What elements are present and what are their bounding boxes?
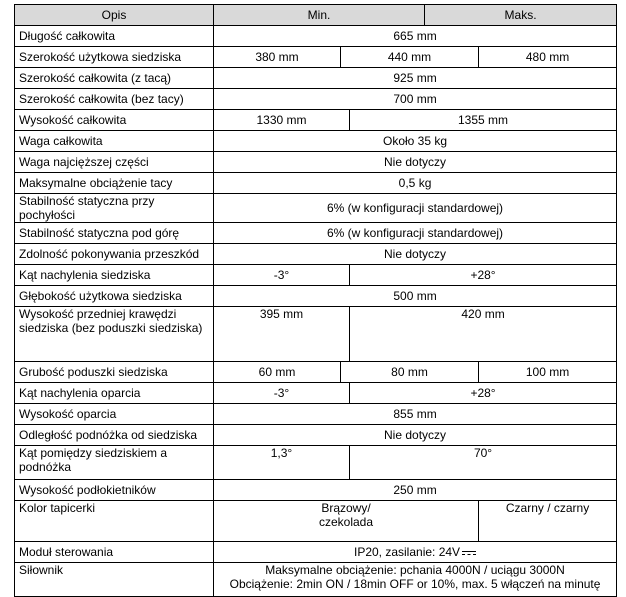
row-value: 500 mm	[214, 286, 617, 307]
table-row	[15, 89, 617, 110]
table-row	[15, 446, 617, 480]
row-label: Kąt pomiędzy siedziskiem a podnóżka	[15, 446, 214, 480]
row-label: Wysokość podłokietników	[15, 480, 214, 501]
row-label: Grubość poduszki siedziska	[15, 362, 214, 383]
row-value-1: 380 mm	[214, 47, 341, 68]
table-row	[15, 47, 617, 68]
header-max: Maks.	[425, 5, 617, 26]
row-label: Waga najcięższej części	[15, 152, 214, 173]
row-value: Nie dotyczy	[214, 152, 617, 173]
row-label: Maksymalne obciążenie tacy	[15, 173, 214, 194]
row-max: 420 mm	[350, 307, 617, 362]
table-row	[15, 152, 617, 173]
table-row	[15, 68, 617, 89]
row-value: 6% (w konfiguracji standardowej)	[214, 223, 617, 244]
row-label: Wysokość przedniej krawędzi siedziska (bez poduszki siedziska)	[15, 307, 214, 362]
row-label: Kąt nachylenia oparcia	[15, 383, 214, 404]
table-header-row	[15, 5, 617, 26]
row-value-line-1: Maksymalne obciążenie: pchania 4000N / uciągu 3000N	[265, 563, 565, 577]
table-row	[15, 194, 617, 223]
row-value-text: IP20, zasilanie: 24V	[353, 545, 461, 559]
table-row	[15, 563, 617, 597]
row-min	[214, 501, 479, 542]
table-row	[15, 307, 617, 362]
row-label: Głębokość użytkowa siedziska	[15, 286, 214, 307]
table-row	[15, 501, 617, 542]
row-max: 70°	[350, 446, 617, 480]
row-label: Moduł sterowania	[15, 542, 214, 563]
header-opis: Opis	[15, 5, 214, 26]
row-min: 1,3°	[214, 446, 350, 480]
table-row	[15, 542, 617, 563]
row-value: 700 mm	[214, 89, 617, 110]
table-row	[15, 173, 617, 194]
row-value: 250 mm	[214, 480, 617, 501]
row-max: 1355 mm	[350, 110, 617, 131]
row-label: Zdolność pokonywania przeszkód	[15, 244, 214, 265]
table-row	[15, 265, 617, 286]
table-row	[15, 223, 617, 244]
row-label: Stabilność statyczna przy pochyłości	[15, 194, 214, 223]
row-label: Wysokość oparcia	[15, 404, 214, 425]
table-row	[15, 362, 617, 383]
row-label: Szerokość użytkowa siedziska	[15, 47, 214, 68]
row-value-line-2: Obciążenie: 2min ON / 18min OFF or 10%, max. 5 włączeń na minutę	[229, 577, 601, 591]
row-label: Siłownik	[15, 563, 214, 597]
row-min: 395 mm	[214, 307, 350, 362]
row-value: Nie dotyczy	[214, 425, 617, 446]
row-value-2: 440 mm	[341, 47, 479, 68]
row-value: Około 35 kg	[214, 131, 617, 152]
table-row	[15, 244, 617, 265]
row-max: +28°	[350, 383, 617, 404]
row-value: 855 mm	[214, 404, 617, 425]
table-row	[15, 425, 617, 446]
row-value-1: 60 mm	[214, 362, 341, 383]
specification-table	[14, 4, 617, 597]
row-label: Stabilność statyczna pod górę	[15, 223, 214, 244]
row-label: Kolor tapicerki	[15, 501, 214, 542]
table-row	[15, 110, 617, 131]
row-min: -3°	[214, 383, 350, 404]
row-min: 1330 mm	[214, 110, 350, 131]
dc-current-symbol-icon	[462, 549, 476, 557]
row-label: Kąt nachylenia siedziska	[15, 265, 214, 286]
row-value-3: 100 mm	[479, 362, 617, 383]
table-row	[15, 131, 617, 152]
table-row	[15, 480, 617, 501]
row-value: 925 mm	[214, 68, 617, 89]
row-value	[214, 542, 617, 563]
row-value: Nie dotyczy	[214, 244, 617, 265]
row-label: Wysokość całkowita	[15, 110, 214, 131]
row-label: Szerokość całkowita (z tacą)	[15, 68, 214, 89]
table-row	[15, 383, 617, 404]
row-value: 6% (w konfiguracji standardowej)	[214, 194, 617, 223]
row-value: 665 mm	[214, 26, 617, 47]
table-row	[15, 26, 617, 47]
row-min-text: Brązowy/ czekolada	[318, 501, 374, 529]
row-min: -3°	[214, 265, 350, 286]
row-label: Odległość podnóżka od siedziska	[15, 425, 214, 446]
row-label: Waga całkowita	[15, 131, 214, 152]
row-label: Długość całkowita	[15, 26, 214, 47]
table-row	[15, 286, 617, 307]
row-value-3: 480 mm	[479, 47, 617, 68]
table-row	[15, 404, 617, 425]
row-max: +28°	[350, 265, 617, 286]
row-value	[214, 563, 617, 597]
row-max: Czarny / czarny	[479, 501, 617, 542]
row-value: 0,5 kg	[214, 173, 617, 194]
row-label: Szerokość całkowita (bez tacy)	[15, 89, 214, 110]
header-min: Min.	[214, 5, 425, 26]
row-value-2: 80 mm	[341, 362, 479, 383]
